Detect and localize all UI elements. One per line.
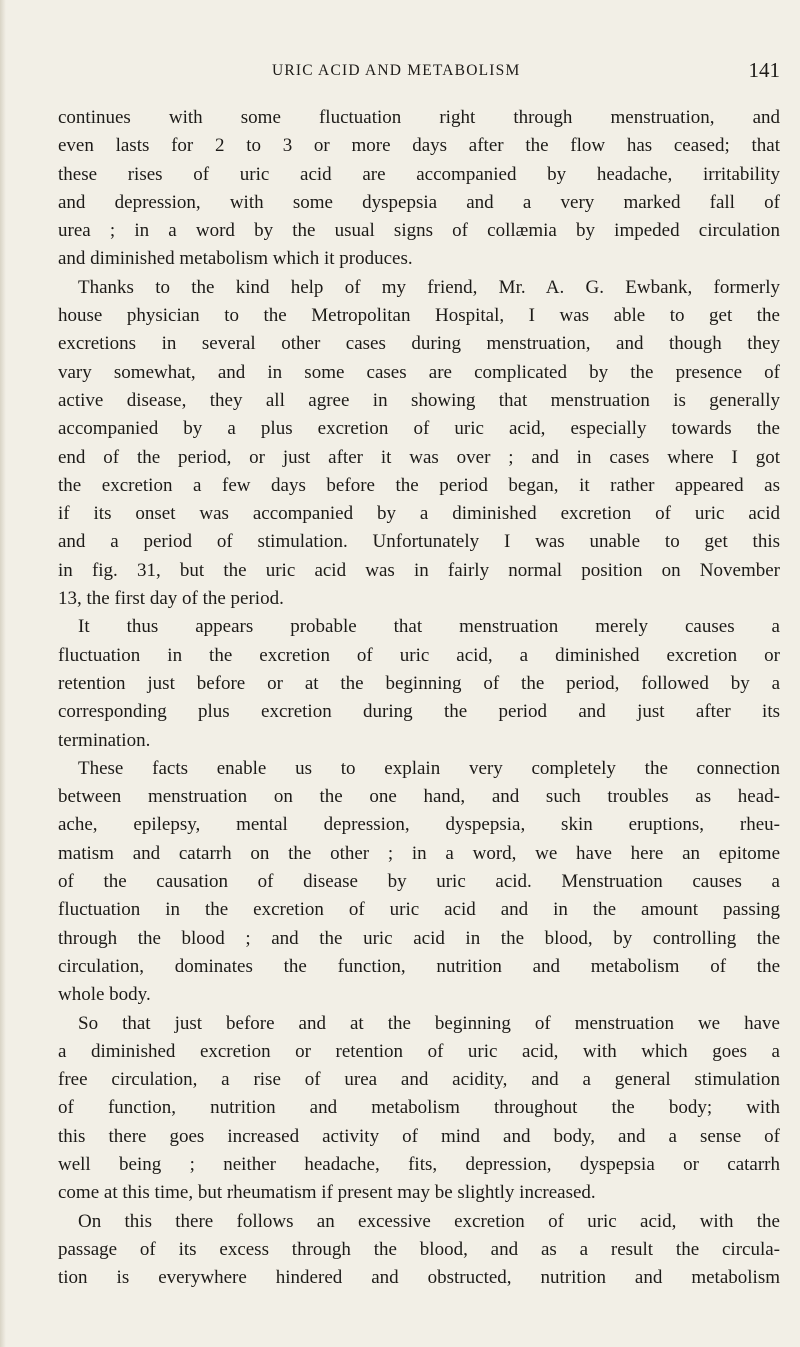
text-line-content: On this there follows an excessive excretion of uric acid, with the	[78, 1210, 780, 1232]
text-line	[0, 868, 800, 896]
text-line-content: of function, nutrition and metabolism throughout the body; with	[58, 1097, 780, 1119]
text-line-content: these rises of uric acid are accompanied by headache, irritability	[58, 163, 780, 185]
text-line-content: of the causation of disease by uric acid. Menstruation causes a	[58, 871, 780, 893]
text-line-content: It thus appears probable that menstruation merely causes a	[78, 616, 780, 638]
page-number: 141	[748, 58, 780, 82]
paragraph	[0, 104, 800, 274]
text-line-content: and depression, with some dyspepsia and a very marked fall of	[58, 191, 780, 213]
text-line-content: tion is everywhere hindered and obstructed, nutrition and metabolism	[58, 1267, 780, 1289]
text-line	[0, 557, 800, 585]
text-line-content: a diminished excretion or retention of uric acid, with which goes a	[58, 1040, 780, 1062]
text-line	[0, 1094, 800, 1122]
text-line	[0, 472, 800, 500]
text-line	[0, 698, 800, 726]
text-line	[0, 444, 800, 472]
text-line	[0, 670, 800, 698]
paragraph	[0, 1208, 800, 1293]
text-line	[0, 755, 800, 783]
text-line-content: if its onset was accompanied by a diminished excretion of uric acid	[58, 503, 780, 525]
text-line	[0, 840, 800, 868]
text-line	[0, 330, 800, 358]
text-line-content: So that just before and at the beginning of menstruation we have	[78, 1012, 780, 1034]
text-line-content: fluctuation in the excretion of uric acid, a diminished excretion or	[58, 644, 780, 666]
text-line-content: circulation, dominates the function, nutrition and metabolism of the	[58, 955, 780, 977]
text-line-content: 13, the first day of the period.	[58, 588, 284, 610]
text-line	[0, 104, 800, 132]
text-line-content: ache, epilepsy, mental depression, dyspepsia, skin eruptions, rheu-	[58, 814, 780, 836]
text-line	[0, 1123, 800, 1151]
text-line-content: free circulation, a rise of urea and acidity, and a general stimulation	[58, 1069, 780, 1091]
text-line	[0, 1179, 800, 1207]
text-line-content: These facts enable us to explain very completely the connection	[78, 757, 780, 779]
text-line-content: retention just before or at the beginning of the period, followed by a	[58, 672, 780, 694]
text-line-content: vary somewhat, and in some cases are complicated by the presence of	[58, 361, 780, 383]
text-line	[0, 359, 800, 387]
text-line	[0, 189, 800, 217]
text-line-content: accompanied by a plus excretion of uric acid, especially towards the	[58, 418, 780, 440]
text-line-content: fluctuation in the excretion of uric acid and in the amount passing	[58, 899, 780, 921]
text-line	[0, 1151, 800, 1179]
text-line	[0, 642, 800, 670]
text-line	[0, 415, 800, 443]
text-line	[0, 981, 800, 1009]
text-line-content: Thanks to the kind help of my friend, Mr. A. G. Ewbank, formerly	[78, 276, 780, 298]
text-line-content: urea ; in a word by the usual signs of collæmia by impeded circulation	[58, 220, 780, 242]
text-line-content: matism and catarrh on the other ; in a word, we have here an epitome	[58, 842, 780, 864]
text-line	[0, 274, 800, 302]
text-line	[0, 1010, 800, 1038]
text-line	[0, 953, 800, 981]
text-line-content: in fig. 31, but the uric acid was in fairly normal position on November	[58, 559, 780, 581]
text-line	[0, 1208, 800, 1236]
text-line-content: termination.	[58, 729, 151, 751]
text-line	[0, 132, 800, 160]
text-line	[0, 925, 800, 953]
text-line	[0, 302, 800, 330]
paragraph	[0, 274, 800, 614]
text-line-content: this there goes increased activity of mind and body, and a sense of	[58, 1125, 780, 1147]
text-line	[0, 217, 800, 245]
text-line-content: between menstruation on the one hand, and such troubles as head-	[58, 786, 780, 808]
paragraph	[0, 1010, 800, 1208]
paragraph	[0, 613, 800, 754]
text-line	[0, 896, 800, 924]
body-text	[0, 104, 800, 1292]
text-line	[0, 387, 800, 415]
text-line-content: continues with some fluctuation right through menstruation, and	[58, 107, 780, 128]
text-line	[0, 161, 800, 189]
text-line	[0, 1236, 800, 1264]
text-line	[0, 585, 800, 613]
text-line	[0, 727, 800, 755]
text-line-content: whole body.	[58, 984, 151, 1006]
text-line	[0, 811, 800, 839]
text-line	[0, 783, 800, 811]
text-line	[0, 500, 800, 528]
text-line	[0, 245, 800, 273]
paragraph	[0, 755, 800, 1010]
text-line-content: through the blood ; and the uric acid in the blood, by controlling the	[58, 927, 780, 949]
text-line-content: well being ; neither headache, fits, depression, dyspepsia or catarrh	[58, 1153, 780, 1175]
text-line-content: passage of its excess through the blood, and as a result the circula-	[58, 1238, 780, 1260]
text-line-content: corresponding plus excretion during the period and just after its	[58, 701, 780, 723]
text-line-content: come at this time, but rheumatism if present may be slightly increased.	[58, 1182, 596, 1204]
text-line-content: and diminished metabolism which it produces.	[58, 248, 413, 270]
text-line	[0, 613, 800, 641]
text-line-content: end of the period, or just after it was over ; and in cases where I got	[58, 446, 780, 468]
running-head: URIC ACID AND METABOLISM	[272, 62, 521, 79]
text-line	[0, 528, 800, 556]
text-line-content: house physician to the Metropolitan Hospital, I was able to get the	[58, 305, 780, 327]
text-line-content: active disease, they all agree in showing that menstruation is generally	[58, 389, 780, 411]
text-line-content: even lasts for 2 to 3 or more days after the flow has ceased; that	[58, 135, 780, 157]
text-line-content: the excretion a few days before the period began, it rather appeared as	[58, 474, 780, 496]
text-line	[0, 1264, 800, 1292]
page-header	[150, 58, 780, 88]
text-line	[0, 1038, 800, 1066]
text-line	[0, 1066, 800, 1094]
text-line-content: and a period of stimulation. Unfortunately I was unable to get this	[58, 531, 780, 553]
text-line-content: excretions in several other cases during menstruation, and though they	[58, 333, 780, 355]
